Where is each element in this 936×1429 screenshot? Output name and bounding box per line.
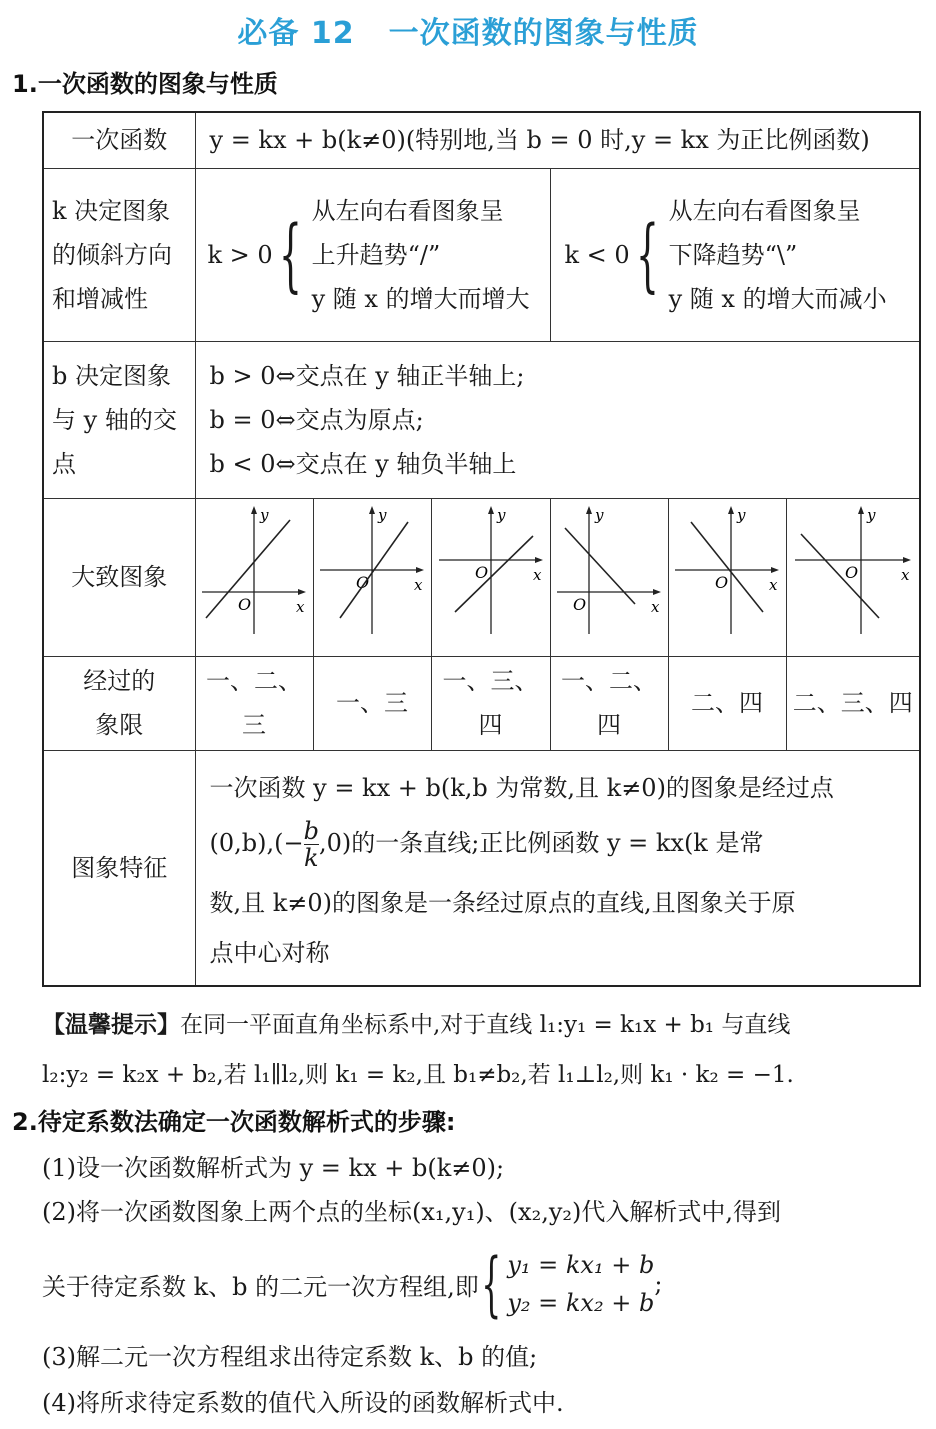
- warm-tip: 【温馨提示】在同一平面直角坐标系中,对于直线 l₁:y₁ = k₁x + b₁ 与直线 l₂:y₂ = k₂x + b₂,若 l₁∥l₂,则 k₁ = k₂,且 b₁≠b₂,若 l₁⊥l₂,则 k₁ · k₂ = −1.: [42, 1012, 794, 1088]
- y-axis-arrow: [369, 506, 375, 514]
- y-axis-arrow: [858, 506, 864, 514]
- quadrant-3: 一、三、四: [431, 656, 550, 750]
- row-quadrants: [43, 656, 920, 750]
- label-intercept: b 决定图象 与 y 轴的交 点: [43, 341, 195, 498]
- graph-k-pos-b-neg: [435, 500, 547, 640]
- step-1: (1)设一次函数解析式为 y = kx + b(k≠0);: [42, 1154, 505, 1182]
- intercept-text: b > 0⇔交点在 y 轴正半轴上; b = 0⇔交点为原点; b < 0⇔交点在 y 轴负半轴上: [195, 341, 920, 498]
- y-axis-label: y: [737, 506, 746, 524]
- origin-label: O: [715, 573, 729, 592]
- x-axis-arrow: [653, 589, 661, 595]
- row-graphs: [43, 498, 920, 656]
- features-text: 一次函数 y = kx + b(k,b 为常数,且 k≠0)的图象是经过点 (0,b),(− $\frac{b}{k}$ ,0)的一条直线;正比例函数 y = kx(k 是常 数,且 k≠0)的图象是一条经过原点的直线,且图象关于原 点中心对称: [195, 750, 920, 986]
- x-axis-arrow: [771, 567, 779, 573]
- properties-table: [42, 111, 921, 987]
- row-features: [43, 750, 920, 986]
- graph-3: [431, 498, 550, 656]
- row-slope: [43, 168, 920, 341]
- x-axis-arrow: [298, 589, 306, 595]
- slope-positive: k > 0 { 从左向右看图象呈 上升趋势“/” y 随 x 的增大而增大: [195, 168, 550, 341]
- x-axis-arrow: [903, 557, 911, 563]
- y-axis-arrow: [488, 506, 494, 514]
- quadrant-1: 一、二、三: [195, 656, 313, 750]
- steps-tail: [42, 1334, 922, 1426]
- graph-k-neg-b-pos: [553, 500, 665, 640]
- x-axis-label: x: [532, 566, 541, 584]
- y-axis-arrow: [586, 506, 592, 514]
- graph-6: [786, 498, 920, 656]
- y-axis-arrow: [251, 506, 257, 514]
- y-axis-label: y: [866, 506, 876, 524]
- graph-k-neg-b-zero: [671, 500, 783, 640]
- step-2b: 关于待定系数 k、b 的二元一次方程组,即 { y₁ = kx₁ + b y₂ = kx₂ + b ;: [42, 1243, 663, 1325]
- label-slope: k 决定图象 的倾斜方向 和增减性: [43, 168, 195, 341]
- graph-k-pos-b-zero: [316, 500, 428, 640]
- x-axis-label: x: [769, 576, 778, 594]
- x-axis-label: x: [900, 566, 910, 584]
- y-axis-label: y: [378, 506, 387, 524]
- x-axis-label: x: [414, 576, 423, 594]
- quadrant-4: 一、二、四: [550, 656, 668, 750]
- x-axis-arrow: [416, 567, 424, 573]
- quadrant-2: 一、三: [313, 656, 431, 750]
- step-4: (4)将所求待定系数的值代入所设的函数解析式中.: [42, 1389, 564, 1417]
- y-axis-label: y: [260, 506, 269, 524]
- x-axis-label: x: [651, 598, 660, 616]
- label-linear-function: 一次函数: [43, 112, 195, 168]
- definition-text: y = kx + b(k≠0)(特别地,当 b = 0 时,y = kx 为正比例函数): [195, 112, 920, 168]
- equation-system: y₁ = kx₁ + b y₂ = kx₂ + b: [507, 1251, 655, 1317]
- row-definition: [43, 112, 920, 168]
- origin-label: O: [844, 563, 858, 582]
- x-axis-arrow: [535, 557, 543, 563]
- y-axis-arrow: [728, 506, 734, 514]
- graph-1: [195, 498, 313, 656]
- graph-5: [668, 498, 786, 656]
- label-features: 图象特征: [43, 750, 195, 986]
- section-2-heading: 2.待定系数法确定一次函数解析式的步骤:: [12, 1108, 456, 1136]
- slope-negative: k < 0 { 从左向右看图象呈 下降趋势“\” y 随 x 的增大而减小: [550, 168, 920, 341]
- graph-k-pos-b-pos: [198, 500, 310, 640]
- row-intercept: [43, 341, 920, 498]
- graph-2: [313, 498, 431, 656]
- x-axis-label: x: [296, 598, 305, 616]
- quadrant-5: 二、四: [668, 656, 786, 750]
- fraction-b-over-k: $\frac{b}{k}$: [303, 816, 319, 872]
- label-graphs: 大致图象: [43, 498, 195, 656]
- origin-label: O: [238, 595, 252, 614]
- page-title: 必备 12 一次函数的图象与性质: [237, 16, 699, 51]
- y-axis-label: y: [496, 506, 505, 524]
- graph-4: [550, 498, 668, 656]
- y-axis-label: y: [595, 506, 604, 524]
- origin-label: O: [356, 573, 370, 592]
- section-1-heading: 1.一次函数的图象与性质: [12, 70, 278, 98]
- tip-tag: 【温馨提示】: [42, 1012, 180, 1038]
- step-2a: (2)将一次函数图象上两个点的坐标(x₁,y₁)、(x₂,y₂)代入解析式中,得到: [42, 1198, 782, 1226]
- label-quadrants: 经过的 象限: [43, 656, 195, 750]
- quadrant-6: 二、三、四: [786, 656, 920, 750]
- graph-k-neg-b-neg: [791, 500, 915, 640]
- step-3: (3)解二元一次方程组求出待定系数 k、b 的值;: [42, 1343, 538, 1371]
- steps-list: [42, 1146, 922, 1234]
- origin-label: O: [474, 563, 488, 582]
- origin-label: O: [573, 595, 587, 614]
